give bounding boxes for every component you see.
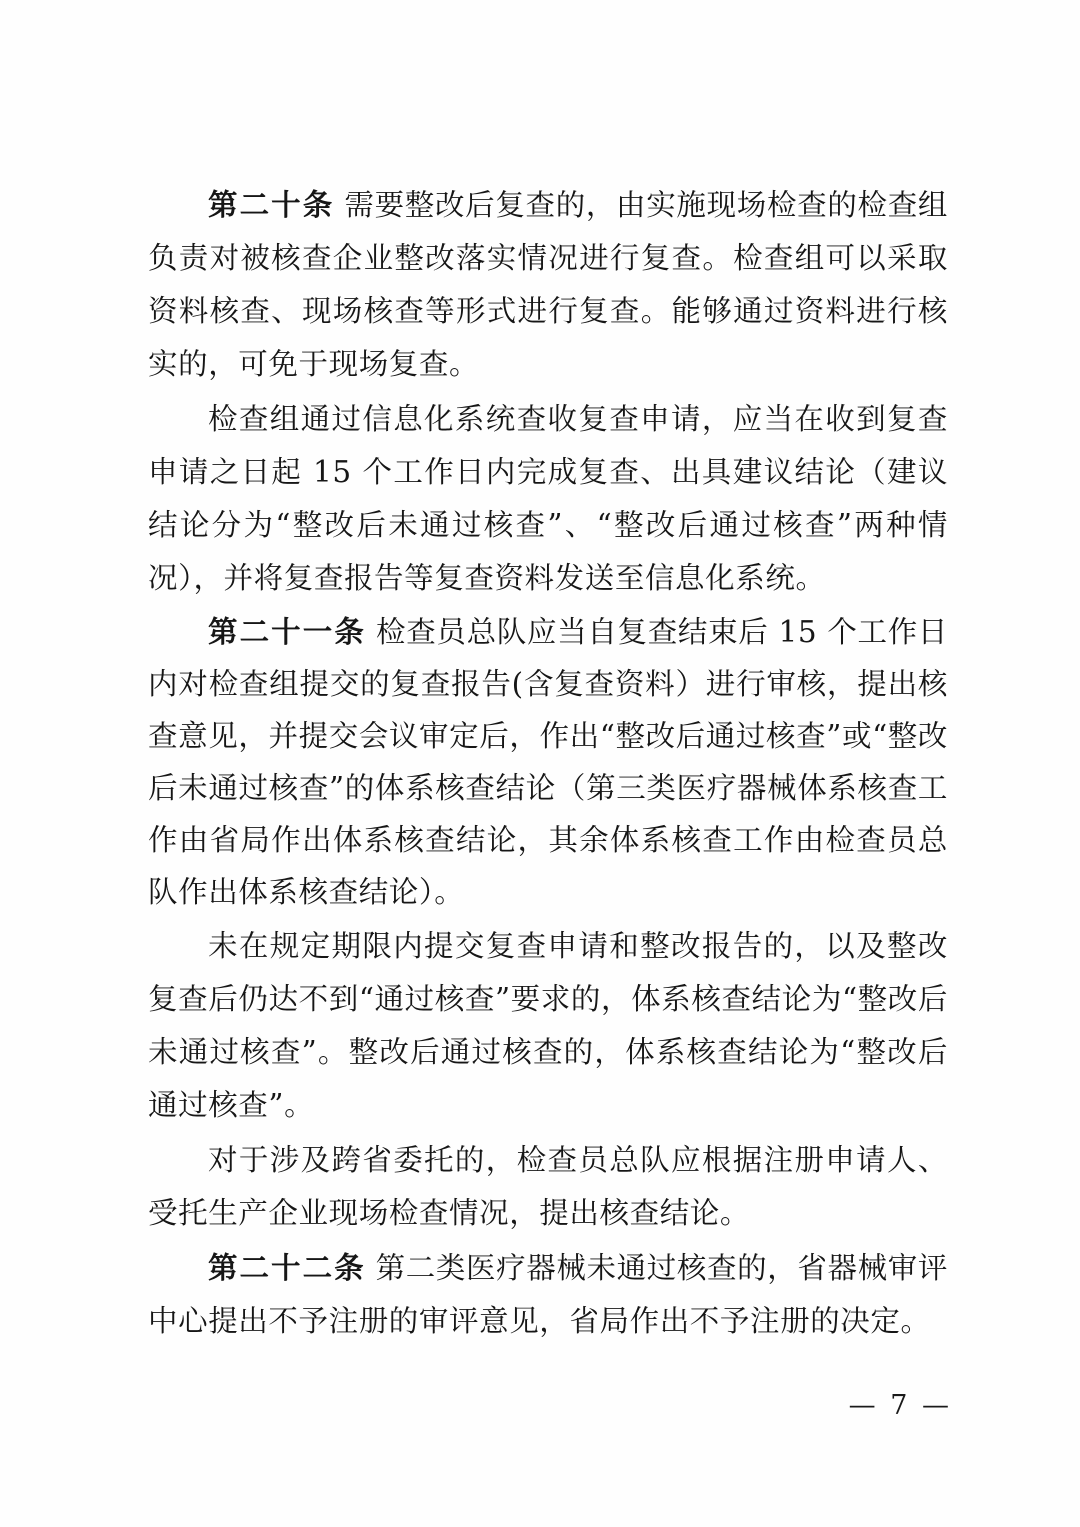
page-number: — 7 — <box>848 1390 952 1421</box>
paragraph <box>148 1241 948 1348</box>
paragraph <box>148 178 948 391</box>
paragraph-text: 需要整改后复查的，由实施现场检查的检查组负责对被核查企业整改落实情况进行复查。检查组可以采取资料核查、现场核查等形式进行复查。能够通过资料进行核实的，可免于现场复查。 <box>148 188 948 381</box>
paragraph-text: 第二类医疗器械未通过核查的，省器械审评中心提出不予注册的审评意见，省局作出不予注册的决定。 <box>148 1251 948 1338</box>
article-heading: 第二十一条 <box>208 614 366 649</box>
paragraph-text: 检查员总队应当自复查结束后 15 个工作日内对检查组提交的复查报告(含复查资料）进行审核，提出核查意见，并提交会议审定后，作出“整改后通过核查”或“整改后未通过核查”的体系核查结论（第三类医疗器械体系核查工作由省局作出体系核查结论，其余体系核查工作由检查员总队作出体系核查结论）。 <box>148 615 948 909</box>
document-body <box>148 178 948 1349</box>
paragraph-text: 未在规定期限内提交复查申请和整改报告的，以及整改复查后仍达不到“通过核查”要求的，体系核查结论为“整改后未通过核查”。整改后通过核查的，体系核查结论为“整改后通过核查”。 <box>148 929 948 1122</box>
paragraph <box>148 1133 948 1240</box>
article-heading: 第二十二条 <box>208 1250 366 1285</box>
article-heading: 第二十条 <box>208 187 335 222</box>
paragraph-text: 检查组通过信息化系统查收复查申请，应当在收到复查申请之日起 15 个工作日内完成复查、出具建议结论（建议结论分为“整改后未通过核查”、“整改后通过核查”两种情况），并将复查报告等复查资料发送至信息化系统。 <box>148 402 948 595</box>
paragraph <box>148 919 948 1132</box>
paragraph <box>148 606 948 918</box>
paragraph <box>148 392 948 605</box>
paragraph-text: 对于涉及跨省委托的，检查员总队应根据注册申请人、受托生产企业现场检查情况，提出核查结论。 <box>148 1143 948 1230</box>
